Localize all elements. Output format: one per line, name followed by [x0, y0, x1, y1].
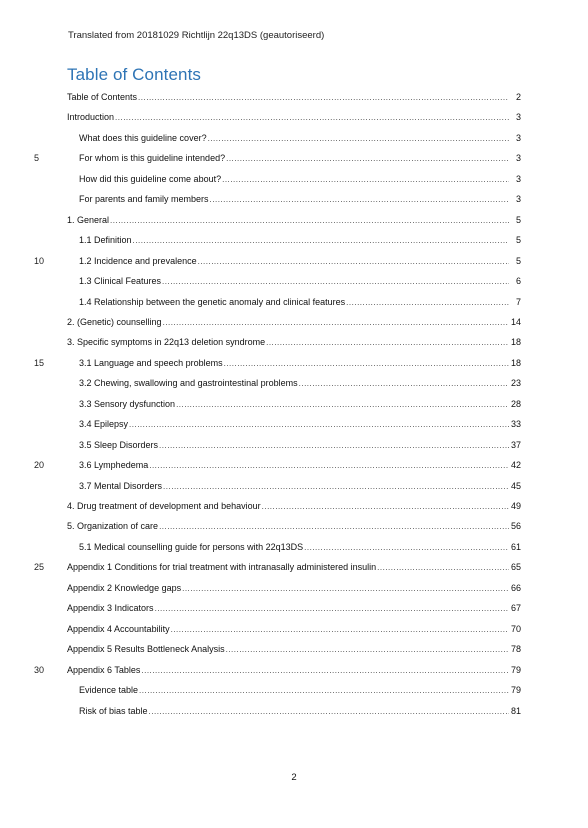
toc-entry-link[interactable]: [67, 622, 521, 637]
toc-entry-link[interactable]: [79, 540, 521, 555]
toc-row: [0, 131, 588, 145]
dot-leader: [198, 255, 509, 269]
toc-entry-page: 2: [515, 92, 521, 102]
toc-row: [0, 172, 588, 186]
toc-entry-label: Evidence table: [79, 685, 139, 696]
page-number: 2: [291, 772, 297, 783]
toc-entry-page: 79: [510, 664, 521, 675]
toc-entry-link[interactable]: [79, 254, 521, 269]
toc-entry-link[interactable]: [79, 438, 521, 453]
toc-entry-label: 5. Organization of care: [67, 521, 159, 532]
toc-entry-label: 3.4 Epilepsy: [79, 419, 129, 430]
toc-entry-link[interactable]: [67, 642, 521, 657]
toc-entry-page: 61: [510, 541, 521, 552]
line-number: 5: [34, 153, 40, 164]
toc-entry-label: Appendix 2 Knowledge gaps: [67, 582, 182, 593]
toc-entry-link[interactable]: [79, 479, 521, 494]
toc-entry-label: 3.7 Mental Disorders: [79, 480, 163, 491]
toc-entry-label: For parents and family members: [79, 194, 209, 205]
toc-entry-link[interactable]: [79, 192, 521, 207]
toc-row: [0, 622, 588, 636]
toc-entry-link[interactable]: [79, 356, 521, 371]
toc-entry-link[interactable]: [79, 131, 521, 146]
toc-entry-link[interactable]: [79, 274, 521, 289]
toc-entry-page: 3: [515, 112, 521, 123]
toc-entry-page: 6: [515, 276, 521, 287]
dot-leader: [226, 643, 509, 657]
dot-leader: [176, 398, 509, 412]
toc-entry-label: 1.4 Relationship between the genetic anomaly and clinical features: [79, 296, 346, 307]
toc-entry-link[interactable]: [79, 295, 521, 310]
dot-leader: [304, 541, 509, 555]
toc-entry-link[interactable]: [67, 601, 521, 616]
toc-row: [0, 397, 588, 411]
toc-row: [0, 519, 588, 533]
toc-entry-label: Risk of bias table: [79, 705, 148, 716]
toc-entry-label: 3.3 Sensory dysfunction: [79, 398, 176, 409]
toc-entry-link[interactable]: [67, 213, 521, 228]
toc-row: [0, 704, 588, 718]
toc-row: [0, 642, 588, 656]
toc-entry-label: 3.5 Sleep Disorders: [79, 439, 159, 450]
toc-entry-page: 45: [510, 480, 521, 491]
dot-leader: [222, 173, 509, 187]
toc-entry-page: 42: [510, 460, 521, 471]
line-number: 15: [34, 357, 45, 368]
toc-entry-label: Introduction: [67, 112, 115, 123]
toc-entry-label: 5.1 Medical counselling guide for persons with 22q13DS: [79, 541, 304, 552]
dot-leader: [299, 377, 509, 391]
toc-entry-page: 37: [510, 439, 521, 450]
toc-entry-page: 5: [515, 214, 521, 225]
toc-entry-label: 4. Drug treatment of development and behaviour: [67, 501, 261, 511]
line-number: 30: [34, 664, 45, 675]
toc-entry-page: 65: [510, 562, 521, 573]
dot-leader: [138, 91, 509, 105]
toc-entry-link[interactable]: [79, 458, 521, 473]
dot-leader: [149, 459, 509, 473]
toc-row: [0, 192, 588, 206]
toc-entry-label: Appendix 6 Tables: [67, 664, 141, 675]
toc-row: [0, 417, 588, 431]
toc-row: [0, 233, 588, 247]
dot-leader: [129, 418, 509, 432]
toc-entry-link[interactable]: [79, 376, 521, 391]
toc-row: [0, 356, 588, 370]
toc-entry-label: Appendix 1 Conditions for trial treatment with intranasally administered insulin: [67, 562, 377, 573]
line-number: 25: [34, 562, 45, 573]
toc-row: [0, 560, 588, 574]
toc-entry-page: 3: [515, 153, 521, 164]
dot-leader: [182, 582, 509, 596]
dot-leader: [149, 705, 509, 719]
toc-row: [0, 90, 588, 104]
toc-entry-page: 18: [510, 357, 521, 368]
toc-entry-link[interactable]: [67, 519, 521, 534]
toc-entry-page: 23: [510, 378, 521, 389]
dot-leader: [133, 234, 509, 248]
toc-entry-page: 78: [510, 644, 521, 655]
toc-entry-page: 67: [510, 603, 521, 614]
toc-row: [0, 683, 588, 697]
toc-entry-page: 3: [515, 132, 521, 143]
toc-entry-label: 1. General: [67, 214, 110, 225]
toc-entry-label: Appendix 3 Indicators: [67, 603, 154, 614]
toc-entry-page: 79: [510, 685, 521, 696]
dot-leader: [159, 439, 509, 453]
toc-row: [0, 295, 588, 309]
toc-entry-page: 7: [515, 296, 521, 307]
toc-entry-label: 1.2 Incidence and prevalence: [79, 255, 197, 266]
toc-row: [0, 581, 588, 595]
toc-row: [0, 254, 588, 268]
dot-leader: [226, 152, 509, 166]
toc-entry-page: 28: [510, 398, 521, 409]
dot-leader: [171, 623, 509, 637]
toc-entry-page: 5: [515, 255, 521, 266]
toc-entry-page: 70: [510, 623, 521, 634]
toc-row: [0, 274, 588, 288]
toc-row: [0, 438, 588, 452]
toc-entry-page: 49: [510, 501, 521, 511]
dot-leader: [377, 561, 509, 575]
toc-entry-link[interactable]: [79, 172, 521, 187]
toc-entry-page: 14: [510, 316, 521, 327]
toc-entry-link[interactable]: [67, 560, 521, 575]
toc-entry-link[interactable]: [67, 499, 521, 514]
toc-row: [0, 315, 588, 329]
toc-entry-page: 3: [515, 173, 521, 184]
line-number: 10: [34, 255, 45, 266]
page-title: Table of Contents: [67, 65, 202, 84]
dot-leader: [163, 480, 509, 494]
toc-entry-link[interactable]: [79, 704, 521, 719]
toc-row: [0, 479, 588, 493]
toc-entry-link[interactable]: [79, 151, 521, 166]
toc-entry-page: 3: [515, 194, 521, 205]
toc-entry-link[interactable]: [67, 90, 521, 105]
dot-leader: [115, 111, 509, 125]
toc-entry-label: 3. Specific symptoms in 22q13 deletion syndrome: [67, 337, 266, 348]
dot-leader: [224, 357, 509, 371]
toc-entry-label: How did this guideline come about?: [79, 173, 222, 184]
toc-entry-label: 3.2 Chewing, swallowing and gastrointestinal problems: [79, 378, 298, 389]
toc-entry-link[interactable]: [79, 683, 521, 698]
toc-entry-link[interactable]: [67, 315, 521, 330]
toc-entry-page: 5: [515, 235, 521, 246]
toc-row: [0, 499, 588, 513]
toc-entry-link[interactable]: [67, 335, 521, 350]
toc-row: [0, 458, 588, 472]
toc-entry-page: 81: [510, 705, 521, 716]
toc-entry-label: What does this guideline cover?: [79, 132, 207, 143]
dot-leader: [162, 275, 509, 289]
toc-row: [0, 663, 588, 677]
dot-leader: [210, 193, 509, 207]
toc-entry-page: 66: [510, 582, 521, 593]
dot-leader: [262, 500, 509, 514]
toc-entry-label: Table of Contents: [67, 92, 138, 102]
toc-row: [0, 213, 588, 227]
toc-entry-label: 3.1 Language and speech problems: [79, 357, 223, 368]
dot-leader: [346, 296, 509, 310]
toc-entry-label: Appendix 4 Accountability: [67, 623, 170, 634]
toc-row: [0, 601, 588, 615]
toc-entry-link[interactable]: [67, 110, 521, 125]
toc-entry-link[interactable]: [79, 233, 521, 248]
line-number: 20: [34, 460, 45, 471]
toc-entry-label: 1.1 Definition: [79, 235, 132, 246]
toc-entry-page: 33: [510, 419, 521, 430]
dot-leader: [208, 132, 509, 146]
dot-leader: [110, 214, 509, 228]
toc-entry-page: 18: [510, 337, 521, 348]
toc-entry-label: For whom is this guideline intended?: [79, 153, 226, 164]
toc-row: [0, 110, 588, 124]
dot-leader: [159, 520, 509, 534]
dot-leader: [141, 664, 509, 678]
toc-entry-label: 1.3 Clinical Features: [79, 276, 162, 287]
dot-leader: [163, 316, 509, 330]
toc-entry-link[interactable]: [79, 417, 521, 432]
toc-entry-label: Appendix 5 Results Bottleneck Analysis: [67, 644, 225, 655]
toc-entry-page: 56: [510, 521, 521, 532]
toc-entry-label: 2. (Genetic) counselling: [67, 316, 162, 327]
toc-row: [0, 540, 588, 554]
dot-leader: [155, 602, 509, 616]
toc-entry-label: 3.6 Lymphedema: [79, 460, 149, 471]
dot-leader: [266, 336, 509, 350]
dot-leader: [139, 684, 509, 698]
toc-entry-link[interactable]: [67, 663, 521, 678]
toc-row: [0, 376, 588, 390]
toc-row: [0, 151, 588, 165]
toc-entry-link[interactable]: [79, 397, 521, 412]
running-header: Translated from 20181029 Richtlijn 22q13DS (geautoriseerd): [68, 30, 325, 41]
toc-row: [0, 335, 588, 349]
toc-entry-link[interactable]: [67, 581, 521, 596]
